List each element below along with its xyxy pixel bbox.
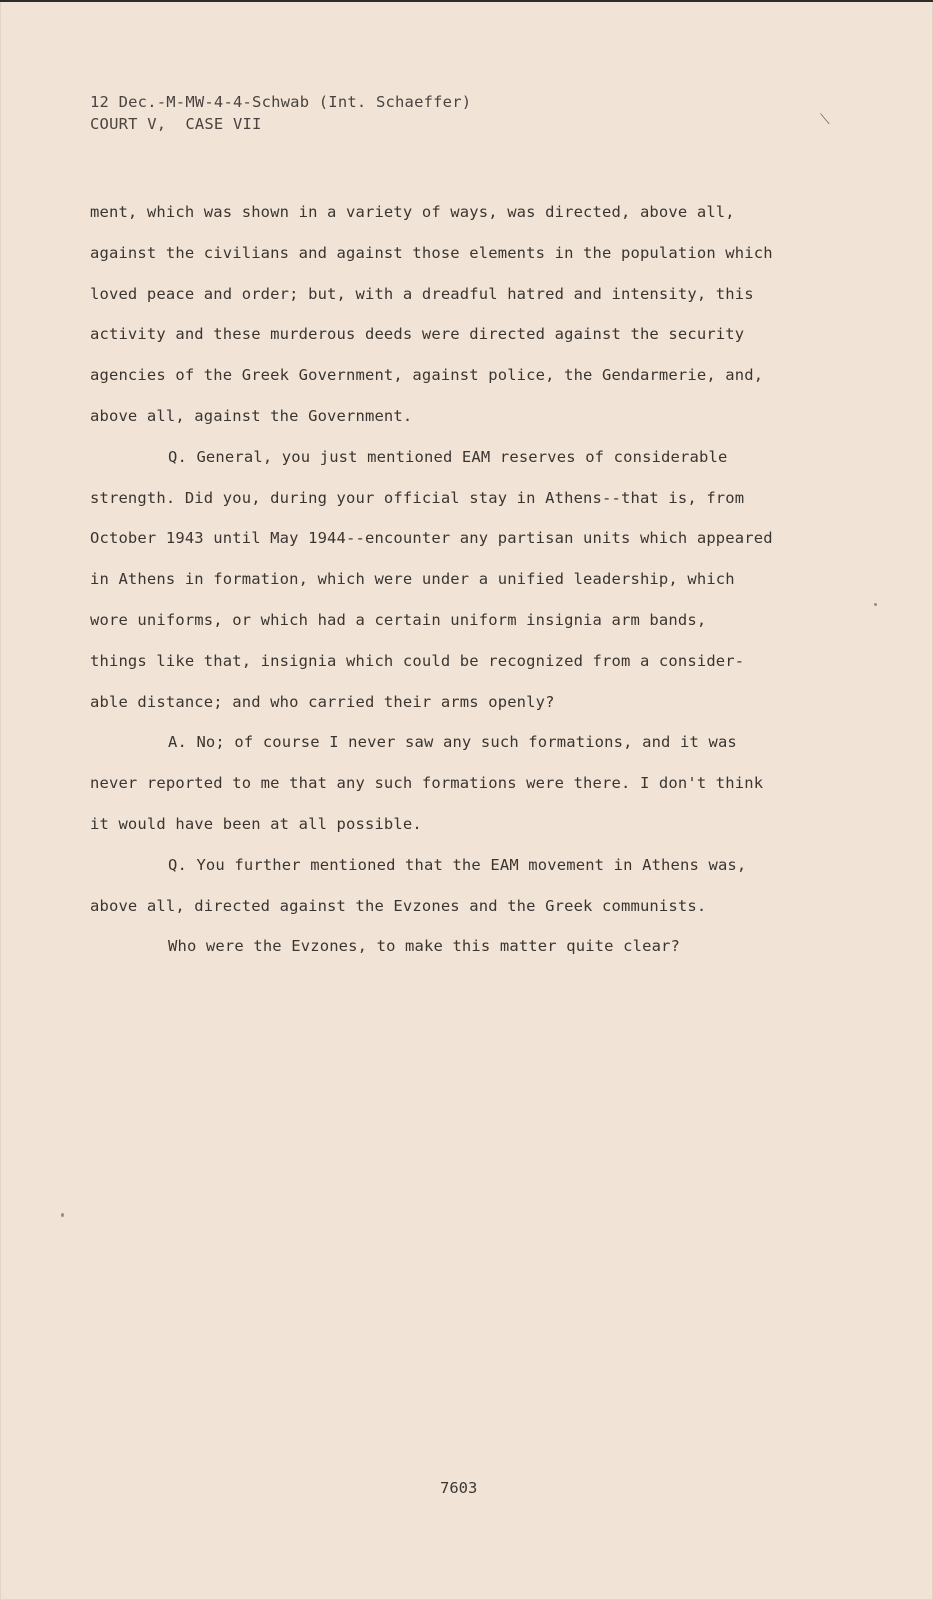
- paragraph-2-question: [90, 437, 850, 723]
- transcript-body: [90, 192, 850, 967]
- header-line-1: 12 Dec.-M-MW-4-4-Schwab (Int. Schaeffer): [90, 93, 472, 111]
- text-line: A. No; of course I never saw any such formations, and it was: [168, 733, 737, 752]
- text-line: Who were the Evzones, to make this matter quite clear?: [168, 937, 681, 956]
- paragraph-3-answer: [90, 722, 850, 844]
- paper-speck: [874, 603, 877, 606]
- text-line: it would have been at all possible.: [90, 814, 422, 833]
- pen-mark: ⟍: [820, 112, 830, 128]
- text-line: agencies of the Greek Government, against police, the Gendarmerie, and,: [90, 366, 764, 385]
- text-line: loved peace and order; but, with a dreadful hatred and intensity, this: [90, 284, 754, 303]
- text-line: Q. General, you just mentioned EAM reserves of considerable: [168, 447, 728, 466]
- text-line: never reported to me that any such formations were there. I don't think: [90, 774, 764, 793]
- text-line: wore uniforms, or which had a certain uniform insignia arm bands,: [90, 610, 707, 629]
- text-line: against the civilians and against those elements in the population which: [90, 243, 773, 262]
- text-line: ment, which was shown in a variety of ways, was directed, above all,: [90, 203, 735, 221]
- header-line-2: COURT V, CASE VII: [90, 115, 262, 133]
- paragraph-4-question: [90, 845, 850, 967]
- text-line: Q. You further mentioned that the EAM movement in Athens was,: [168, 855, 747, 874]
- document-header: [90, 91, 471, 135]
- paragraph-1: [90, 192, 850, 437]
- text-line: activity and these murderous deeds were directed against the security: [90, 325, 745, 344]
- text-line: October 1943 until May 1944--encounter any partisan units which appeared: [90, 529, 773, 548]
- text-line: above all, directed against the Evzones and the Greek communists.: [90, 896, 707, 915]
- text-line: strength. Did you, during your official stay in Athens--that is, from: [90, 488, 745, 507]
- text-line: in Athens in formation, which were under a unified leadership, which: [90, 570, 735, 589]
- page-number: 7603: [440, 1479, 478, 1497]
- scan-edge: [0, 0, 933, 2]
- text-line: above all, against the Government.: [90, 406, 413, 425]
- paper-speck: [61, 1213, 64, 1217]
- text-line: things like that, insignia which could be recognized from a consider-: [90, 651, 745, 670]
- text-line: able distance; and who carried their arms openly?: [90, 692, 555, 711]
